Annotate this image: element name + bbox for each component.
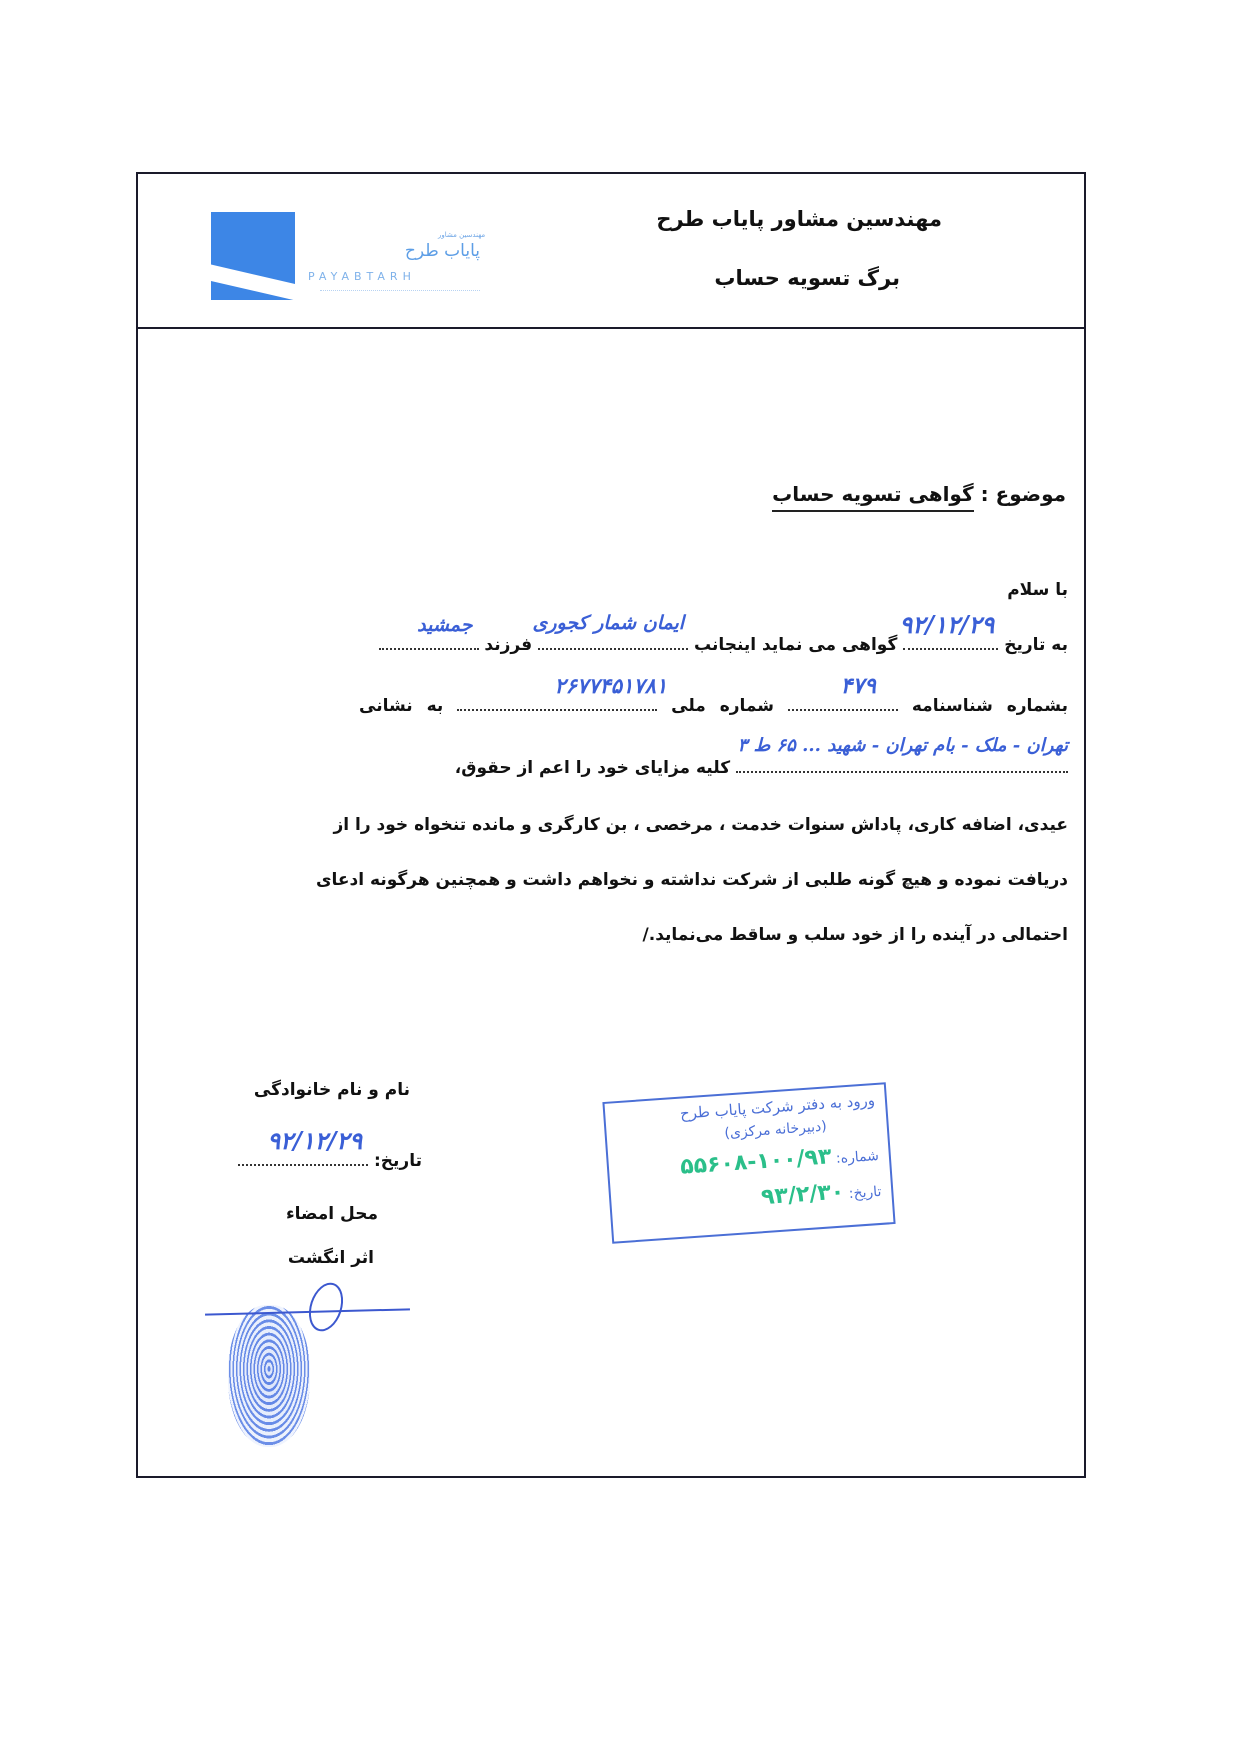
national-id-label: شماره ملی xyxy=(671,696,775,716)
name-label: نام و نام خانوادگی xyxy=(253,1080,410,1100)
logo-stripe xyxy=(211,262,295,300)
company-name: مهندسین مشاور پایاب طرح xyxy=(656,207,942,231)
stamp-date-row xyxy=(760,1177,882,1210)
signature-date-line xyxy=(222,1126,422,1171)
name-value: ایمان شمار کجوری xyxy=(532,612,685,634)
id-label: بشماره شناسنامه xyxy=(911,696,1068,716)
id-value: ۴۷۹ xyxy=(840,673,876,699)
logo-small-text: مهندسین مشاور xyxy=(438,231,486,239)
father-name-value: جمشید xyxy=(417,614,473,636)
fingerprint-icon xyxy=(228,1305,310,1447)
logo-persian-name: پایاب طرح xyxy=(404,241,480,261)
stamp-number-row xyxy=(679,1141,879,1180)
date-field xyxy=(899,610,998,650)
father-name-field xyxy=(379,614,479,650)
greeting: با سلام xyxy=(1007,580,1068,600)
stamp-line-1: ورود به دفتر شرکت پایاب طرح xyxy=(679,1091,876,1123)
body-line-3-text: کلیه مزایای خود را اعم از حقوق، xyxy=(454,758,731,778)
fingerprint-label: اثر انگشت xyxy=(287,1248,374,1268)
body-line-2 xyxy=(210,673,1068,716)
body-line-1 xyxy=(210,610,1068,655)
address-value: تهران - ملک - بام تهران - شهید ... ۶۵ ط ۳ xyxy=(737,735,1068,756)
certify-text: گواهی می نماید اینجانب xyxy=(693,635,898,655)
address-field xyxy=(736,735,1068,773)
stamp-date-value: ۹۳/۲/۳۰ xyxy=(760,1179,846,1211)
subject-label: موضوع : xyxy=(980,482,1066,506)
child-of-label: فرزند xyxy=(484,635,533,655)
body-line-3 xyxy=(210,735,1068,778)
body-line-6: احتمالی در آینده را از خود سلب و ساقط می‌نماید./ xyxy=(642,925,1068,945)
registration-stamp xyxy=(602,1082,895,1243)
header-divider xyxy=(136,327,1086,329)
date-value: ۹۲/۱۲/۲۹ xyxy=(899,610,995,639)
body-line-4: عیدی، اضافه کاری، پاداش سنوات خدمت ، مرخصی ، بن کارگری و مانده تنخواه خود را از xyxy=(333,815,1068,835)
id-field xyxy=(788,673,898,711)
form-title: برگ تسویه حساب xyxy=(714,266,900,290)
signature-date-field xyxy=(238,1126,368,1166)
subject-value: گواهی تسویه حساب xyxy=(772,482,973,512)
address-label: به نشانی xyxy=(359,696,444,716)
stamp-line-2: (دبیرخانه مرکزی) xyxy=(723,1118,828,1142)
signature-place-label: محل امضاء xyxy=(285,1204,378,1224)
date-prefix: به تاریخ xyxy=(1004,635,1068,655)
signature-date-value: ۹۲/۱۲/۲۹ xyxy=(267,1126,363,1155)
payabtarh-logo-icon xyxy=(211,212,295,300)
body-line-5: دریافت نموده و هیچ گونه طلبی از شرکت نداشته و نخواهم داشت و همچنین هرگونه ادعای xyxy=(315,870,1068,890)
subject-line xyxy=(772,482,1066,506)
national-id-field xyxy=(457,673,668,711)
name-field xyxy=(532,612,688,650)
logo-english-name: PAYABTARH xyxy=(308,270,416,283)
stamp-number-label: شماره: xyxy=(835,1147,880,1167)
national-id-value: ۲۶۷۷۴۵۱۷۸۱ xyxy=(554,673,668,698)
stamp-number-value: ۱۰۰/۹۳-۵۵۶۰۸ xyxy=(679,1144,833,1180)
stamp-date-label: تاریخ: xyxy=(848,1183,882,1203)
logo-tagline xyxy=(320,290,480,294)
signature-date-label: تاریخ: xyxy=(374,1151,422,1171)
